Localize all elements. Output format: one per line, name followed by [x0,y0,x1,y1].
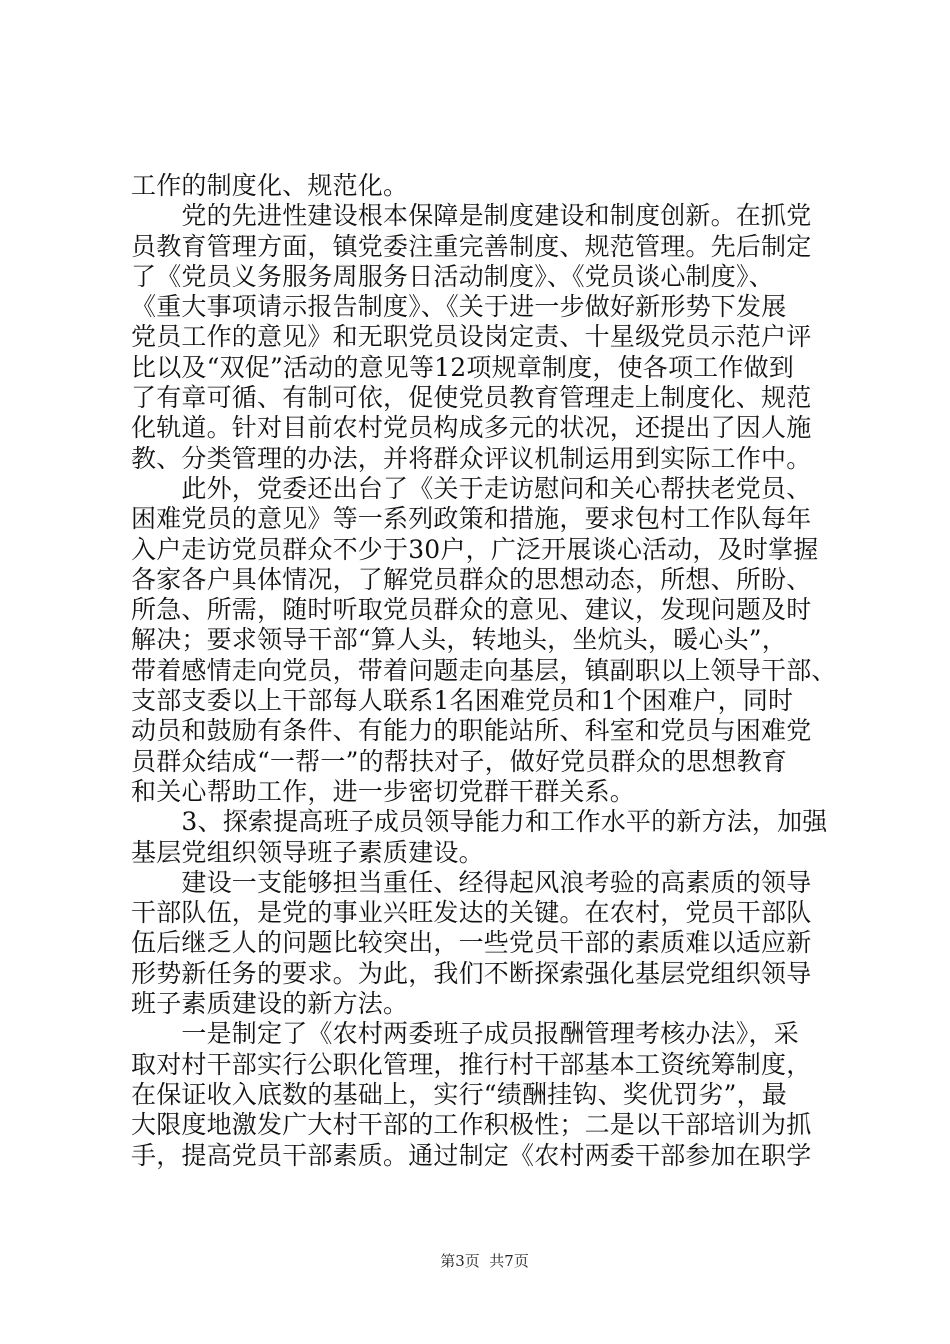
text-line: 比以及“双促”活动的意见等12项规章制度，使各项工作做到 [131,352,794,382]
section-heading-line: 基层党组织领导班子素质建设。 [131,837,484,867]
text-line: 所急、所需，随时听取党员群众的意见、建议，发现问题及时 [131,595,812,625]
text-line: 员教育管理方面，镇党委注重完善制度、规范管理。先后制定 [131,231,812,261]
text-line: 取对村干部实行公职化管理，推行村干部基本工资统筹制度， [131,1049,812,1079]
text-line: 入户走访党员群众不少于30户，广泛开展谈心活动，及时掌握 [131,534,819,564]
text-line: 工作的制度化、规范化。 [131,171,409,200]
text-line: 支部支委以上干部每人联系1名困难党员和1个困难户，同时 [131,686,794,716]
section-heading-line: 3、探索提高班子成员领导能力和工作水平的新方法，加强 [131,807,828,837]
text-line: 伍后继乏人的问题比较突出，一些党员干部的素质难以适应新 [131,928,812,958]
text-line: 在保证收入底数的基础上，实行“绩酬挂钩、奖优罚劣”，最 [131,1079,787,1109]
text-line: 带着感情走向党员，带着问题走向基层，镇副职以上领导干部、 [131,655,837,685]
text-line: 大限度地激发广大村干部的工作积极性；二是以干部培训为抓 [131,1110,812,1140]
text-line: 形势新任务的要求。为此，我们不断探索强化基层党组织领导 [131,958,812,988]
text-line: 班子素质建设的新方法。 [131,989,409,1019]
text-line: 建设一支能够担当重任、经得起风浪考验的高素质的领导 [131,867,812,897]
text-line: 困难党员的意见》等一系列政策和措施，要求包村工作队每年 [131,504,812,534]
text-line: 动员和鼓励有条件、有能力的职能站所、科室和党员与困难党 [131,716,812,746]
text-line: 一是制定了《农村两委班子成员报酬管理考核办法》，采 [131,1019,799,1049]
text-line: 了《党员义务服务周服务日活动制度》、《党员谈心制度》、 [131,261,774,291]
text-line: 和关心帮助工作，进一步密切党群干群关系。 [131,776,636,806]
text-line: 手，提高党员干部素质。通过制定《农村两委干部参加在职学 [131,1140,812,1170]
page-footer [0,1232,950,1289]
text-line: 员群众结成“一帮一”的帮扶对子，做好党员群众的思想教育 [131,746,787,776]
text-line: 各家各户具体情况，了解党员群众的思想动态，所想、所盼、 [131,564,812,594]
text-line: 党员工作的意见》和无职党员设岗定责、十星级党员示范户评 [131,322,812,352]
text-line: 化轨道。针对目前农村党员构成多元的状况，还提出了因人施 [131,413,812,443]
text-line: 教、分类管理的办法，并将群众评议机制运用到实际工作中。 [131,443,812,473]
text-line: 《重大事项请示报告制度》、《关于进一步做好新形势下发展 [131,292,787,322]
body-text [131,171,837,1171]
text-line: 了有章可循、有制可依，促使党员教育管理走上制度化、规范 [131,383,812,413]
text-line: 此外，党委还出台了《关于走访慰问和关心帮扶老党员、 [131,473,812,503]
text-line: 解决；要求领导干部“算人头，转地头，坐炕头，暖心头”， [131,625,787,655]
page-number-label: 第3页 共7页 [440,1252,529,1270]
text-line: 干部队伍，是党的事业兴旺发达的关键。在农村，党员干部队 [131,898,812,928]
text-line: 党的先进性建设根本保障是制度建设和制度创新。在抓党 [131,201,812,231]
